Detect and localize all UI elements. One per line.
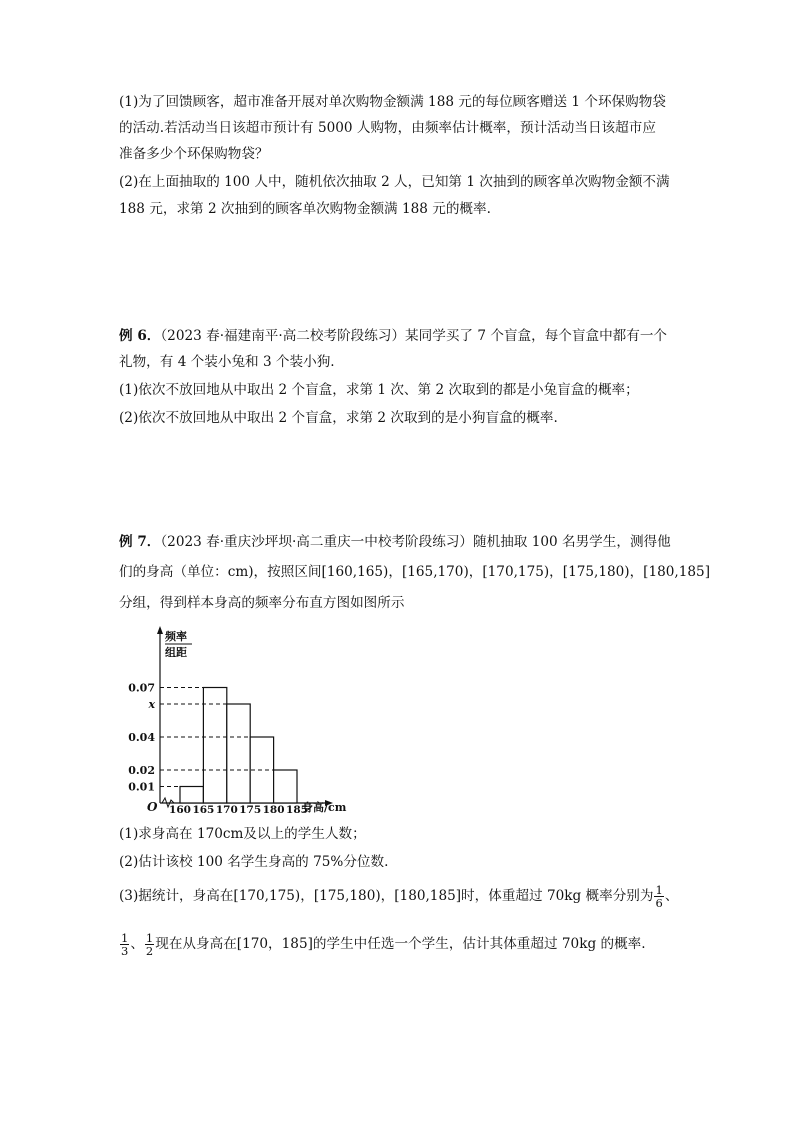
example7-q3-text: (3)据统计，身高在[170,175)，[175,180)，[180,185]时，体重超过 70kg 概率分别为 (119, 888, 654, 904)
frequency-histogram (119, 620, 369, 815)
y-axis-label-numerator: 频率 (165, 630, 187, 643)
fraction-denominator: 2 (145, 944, 154, 958)
y-tick-label: 0.04 (128, 731, 155, 744)
fraction-one-third (120, 932, 129, 957)
x-tick-label: 170 (215, 804, 238, 815)
separator: 、 (130, 936, 144, 952)
fraction-numerator: 1 (655, 883, 663, 897)
histogram-bar (227, 704, 250, 803)
y-tick-label: 0.01 (128, 780, 155, 794)
y-tick-label: 0.07 (128, 681, 155, 695)
problem5-q2-line2: 188 元，求第 2 次抽到的顾客单次购物金额满 188 元的概率. (119, 201, 491, 217)
example7-stem-line3: 分组，得到样本身高的频率分布直方图如图所示 (119, 595, 405, 611)
fraction-numerator: 1 (145, 931, 154, 945)
example6-q2: (2)依次不放回地从中取出 2 个盲盒，求第 2 次取到的是小狗盲盒的概率. (119, 410, 558, 426)
origin-label: O (147, 800, 158, 814)
histogram-bar (203, 688, 226, 804)
x-tick-label: 160 (169, 804, 191, 815)
problem5-q1-line3: 准备多少个环保购物袋？ (119, 146, 269, 162)
example7-q2: (2)估计该校 100 名学生身高的 75%分位数. (119, 854, 389, 870)
example7-q3-text-cont: 现在从身高在[170，185]的学生中任选一个学生，估计其体重超过 70kg 的概率. (155, 936, 646, 952)
example7-label: 例 7． (119, 534, 161, 550)
example7-q3-line1 (119, 884, 678, 909)
problem5-q1-line2: 的活动.若活动当日该超市预计有 5000 人购物，由频率估计概率，预计活动当日该超市应 (119, 120, 656, 136)
problem5-q2-line1: (2)在上面抽取的 100 人中，随机依次抽取 2 人，已知第 1 次抽到的顾客单次购物金额不满 (119, 174, 670, 190)
example6-stem-text: （2023 春·福建南平·高二校考阶段练习）某同学买了 7 个盲盒，每个盲盒中都有一个 (160, 328, 668, 344)
example6-label: 例 6． (119, 328, 161, 344)
example7-q3-line2 (119, 932, 646, 957)
x-tick-label: 180 (262, 804, 285, 815)
example7-q1: (1)求身高在 170cm及以上的学生人数； (119, 826, 366, 842)
example6-stem-line2: 礼物，有 4 个装小兔和 3 个装小狗. (119, 354, 335, 370)
example7-stem-line2: 们的身高（单位：cm)，按照区间[160,165)，[165,170)，[170,175)，[175,180)，[180,185] (119, 564, 711, 580)
problem5-q1-line1: (1)为了回馈顾客，超市准备开展对单次购物金额满 188 元的每位顾客赠送 1 个环保购物袋 (119, 94, 666, 110)
separator: 、 (664, 888, 679, 904)
histogram-bar (274, 770, 297, 803)
x-tick-label: 185 (286, 804, 308, 815)
y-tick-label: 0.02 (128, 764, 155, 777)
x-axis-label: 身高/cm (302, 801, 347, 814)
y-axis-arrow (157, 626, 163, 634)
fraction-denominator: 6 (655, 896, 663, 910)
histogram-bar (180, 787, 203, 804)
example6-q1: (1)依次不放回地从中取出 2 个盲盒，求第 1 次、第 2 次取到的都是小兔盲盒的概率； (119, 382, 639, 398)
x-tick-label: 165 (192, 804, 215, 815)
y-axis-label-denominator: 组距 (165, 646, 187, 659)
example7-stem-text: （2023 春·重庆沙坪坝·高二重庆一中校考阶段练习）随机抽取 100 名男学生，测得他 (160, 534, 671, 550)
example7-stem-line1 (119, 532, 671, 552)
fraction-one-sixth (654, 884, 663, 909)
example6-stem-line1 (119, 326, 667, 346)
fraction-denominator: 3 (121, 944, 129, 958)
histogram-bars (180, 688, 297, 804)
fraction-one-half (145, 932, 154, 957)
histogram-y-ticks (128, 682, 155, 794)
histogram-x-ticks (169, 804, 308, 815)
fraction-numerator: 1 (121, 931, 129, 945)
x-tick-label: 175 (239, 804, 262, 815)
y-tick-label: x (148, 698, 155, 711)
